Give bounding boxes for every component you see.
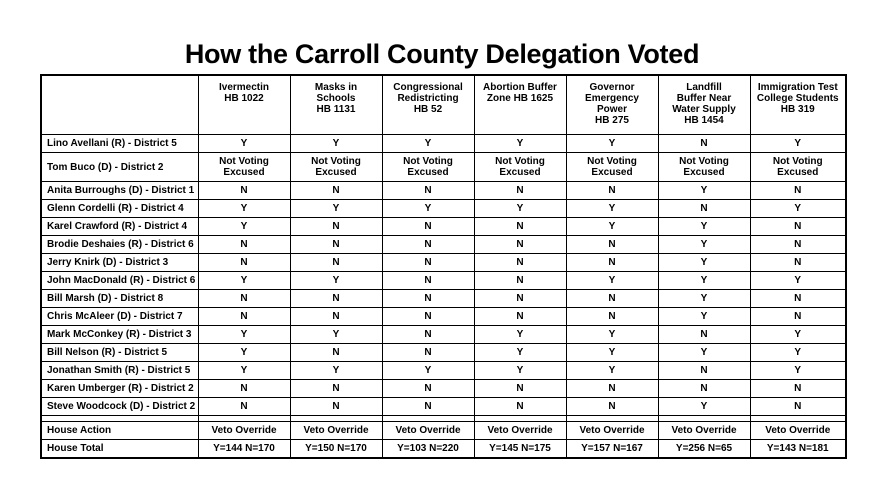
vote-cell	[566, 326, 658, 344]
table-row	[41, 290, 846, 308]
bill-header	[566, 75, 658, 135]
vote-cell	[382, 200, 474, 218]
bill-header-line: HB 52	[413, 104, 443, 115]
bill-header-line: Ivermectin	[218, 82, 270, 93]
vote-text: N	[608, 239, 616, 250]
vote-text: Excused	[407, 167, 449, 178]
table-row	[41, 236, 846, 254]
vote-cell	[198, 153, 290, 182]
vote-cell	[566, 344, 658, 362]
vote-text: N	[424, 275, 432, 286]
bill-header	[658, 75, 750, 135]
vote-cell	[658, 200, 750, 218]
vote-cell	[382, 308, 474, 326]
footer-label: House Action	[41, 422, 198, 440]
vote-cell	[750, 182, 846, 200]
vote-text: Y	[516, 138, 524, 149]
vote-text: Y	[516, 329, 524, 340]
vote-text: N	[424, 239, 432, 250]
table-row	[41, 272, 846, 290]
header-row	[41, 75, 846, 135]
vote-text: N	[424, 221, 432, 232]
vote-text: N	[700, 138, 708, 149]
vote-text: Y	[240, 347, 248, 358]
vote-cell	[198, 182, 290, 200]
vote-text: N	[424, 185, 432, 196]
vote-cell	[566, 218, 658, 236]
vote-text: Y	[240, 365, 248, 376]
vote-text: N	[424, 383, 432, 394]
vote-cell	[198, 362, 290, 380]
footer-rows	[41, 416, 846, 459]
vote-cell	[658, 182, 750, 200]
vote-text: Not Voting	[772, 156, 823, 167]
vote-text: N	[332, 185, 340, 196]
vote-text: N	[332, 239, 340, 250]
vote-cell	[658, 344, 750, 362]
vote-cell	[566, 398, 658, 416]
vote-text: Not Voting	[219, 156, 269, 167]
vote-text: N	[700, 383, 708, 394]
vote-text: N	[240, 311, 248, 322]
vote-cell	[198, 200, 290, 218]
vote-cell	[474, 218, 566, 236]
vote-cell	[290, 272, 382, 290]
vote-cell	[474, 380, 566, 398]
vote-cell	[290, 153, 382, 182]
vote-cell	[382, 135, 474, 153]
vote-cell	[750, 200, 846, 218]
vote-text: N	[424, 401, 432, 412]
bill-header-line: Landfill	[686, 82, 722, 93]
vote-cell	[290, 200, 382, 218]
footer-value: Y=145 N=175	[474, 440, 566, 459]
vote-text: N	[516, 293, 524, 304]
vote-text: Excused	[223, 167, 265, 178]
vote-cell	[566, 153, 658, 182]
vote-text: Not Voting	[495, 156, 545, 167]
vote-text: N	[794, 401, 802, 412]
vote-cell	[382, 344, 474, 362]
vote-text: N	[794, 239, 802, 250]
bill-header-line: HB 275	[595, 115, 629, 126]
vote-cell	[658, 254, 750, 272]
bill-header-line: Governor	[589, 82, 635, 93]
vote-cell	[750, 326, 846, 344]
bill-header-line: HB 319	[780, 104, 815, 115]
vote-cell	[198, 135, 290, 153]
bill-header	[474, 75, 566, 135]
vote-text: N	[608, 383, 616, 394]
vote-cell	[474, 326, 566, 344]
vote-cell	[750, 362, 846, 380]
vote-text: N	[516, 401, 524, 412]
vote-text: Y	[700, 185, 708, 196]
vote-cell	[474, 135, 566, 153]
vote-text: Y	[794, 203, 802, 214]
vote-text: Y	[794, 275, 802, 286]
vote-text: Y	[332, 329, 340, 340]
bill-header-line: HB 1022	[224, 93, 264, 104]
vote-text: N	[608, 185, 616, 196]
vote-cell	[290, 326, 382, 344]
vote-cell	[750, 398, 846, 416]
vote-cell	[658, 398, 750, 416]
vote-cell	[658, 380, 750, 398]
vote-text: Y	[332, 203, 340, 214]
vote-text: N	[424, 293, 432, 304]
vote-cell	[566, 135, 658, 153]
vote-cell	[198, 398, 290, 416]
vote-cell	[750, 380, 846, 398]
member-rows	[41, 135, 846, 416]
vote-text: Y	[794, 329, 802, 340]
member-name: Bill Nelson (R) - District 5	[41, 344, 198, 362]
vote-cell	[198, 272, 290, 290]
vote-cell	[658, 153, 750, 182]
member-name: Anita Burroughs (D) - District 1	[41, 182, 198, 200]
vote-text: Y	[424, 138, 432, 149]
vote-text: N	[516, 275, 524, 286]
vote-cell	[658, 272, 750, 290]
vote-cell	[750, 153, 846, 182]
bill-header-line: Redistricting	[397, 93, 459, 104]
vote-cell	[382, 236, 474, 254]
vote-cell	[658, 218, 750, 236]
vote-cell	[382, 254, 474, 272]
vote-text: N	[424, 311, 432, 322]
vote-cell	[750, 344, 846, 362]
vote-cell	[750, 272, 846, 290]
table-row	[41, 182, 846, 200]
vote-text: N	[516, 383, 524, 394]
table-row	[41, 308, 846, 326]
vote-text: Y	[332, 275, 340, 286]
footer-value: Y=103 N=220	[382, 440, 474, 459]
vote-cell	[382, 398, 474, 416]
corner-cell	[41, 75, 198, 135]
table-row	[41, 200, 846, 218]
vote-cell	[474, 153, 566, 182]
vote-text: N	[516, 239, 524, 250]
vote-text: N	[332, 257, 340, 268]
member-name: Chris McAleer (D) - District 7	[41, 308, 198, 326]
table-row	[41, 135, 846, 153]
vote-cell	[750, 218, 846, 236]
vote-cell	[658, 236, 750, 254]
vote-cell	[198, 344, 290, 362]
vote-text: Y	[608, 203, 616, 214]
vote-text: N	[240, 383, 248, 394]
member-name: Jonathan Smith (R) - District 5	[41, 362, 198, 380]
vote-cell	[566, 308, 658, 326]
vote-cell	[198, 236, 290, 254]
vote-cell	[290, 344, 382, 362]
vote-text: Not Voting	[403, 156, 453, 167]
footer-value: Y=157 N=167	[566, 440, 658, 459]
vote-cell	[474, 236, 566, 254]
vote-cell	[566, 200, 658, 218]
vote-cell	[290, 218, 382, 236]
vote-text: Y	[424, 203, 432, 214]
vote-text: N	[516, 221, 524, 232]
vote-text: N	[516, 257, 524, 268]
vote-text: N	[700, 203, 708, 214]
vote-text: N	[794, 383, 802, 394]
vote-text: N	[794, 311, 802, 322]
footer-row	[41, 440, 846, 459]
bill-header-line: College Students	[756, 93, 839, 104]
vote-cell	[382, 218, 474, 236]
vote-cell	[290, 398, 382, 416]
vote-cell	[566, 362, 658, 380]
vote-text: N	[608, 311, 616, 322]
vote-text: N	[332, 347, 340, 358]
vote-text: Y	[608, 275, 616, 286]
vote-cell	[382, 182, 474, 200]
vote-text: N	[240, 293, 248, 304]
page-title: How the Carroll County Delegation Voted	[184, 39, 700, 69]
vote-text: Excused	[683, 167, 725, 178]
vote-cell	[750, 290, 846, 308]
vote-table	[40, 74, 847, 459]
bill-header	[382, 75, 474, 135]
bill-header-line: Power	[596, 104, 627, 115]
vote-cell	[198, 254, 290, 272]
member-name: Tom Buco (D) - District 2	[41, 153, 198, 182]
vote-text: N	[240, 239, 248, 250]
vote-text: N	[332, 293, 340, 304]
bill-header-line: Immigration Test	[757, 82, 838, 93]
vote-cell	[474, 182, 566, 200]
vote-text: Y	[608, 138, 616, 149]
vote-text: Y	[608, 221, 616, 232]
vote-cell	[198, 326, 290, 344]
vote-cell	[658, 362, 750, 380]
vote-text: Y	[516, 203, 524, 214]
vote-cell	[382, 326, 474, 344]
vote-cell	[658, 326, 750, 344]
vote-cell	[474, 308, 566, 326]
bill-header	[198, 75, 290, 135]
table-row	[41, 344, 846, 362]
vote-cell	[474, 200, 566, 218]
table-row	[41, 153, 846, 182]
vote-cell	[474, 254, 566, 272]
vote-text: N	[700, 365, 708, 376]
vote-cell	[382, 362, 474, 380]
bill-header-line: HB 1131	[316, 104, 356, 115]
member-name: Jerry Knirk (D) - District 3	[41, 254, 198, 272]
vote-text: Y	[240, 275, 248, 286]
vote-text: Y	[332, 138, 340, 149]
vote-cell	[290, 236, 382, 254]
table-row	[41, 218, 846, 236]
vote-cell	[566, 290, 658, 308]
member-name: Glenn Cordelli (R) - District 4	[41, 200, 198, 218]
vote-text: Not Voting	[587, 156, 637, 167]
vote-cell	[566, 254, 658, 272]
vote-cell	[290, 380, 382, 398]
vote-text: Y	[700, 293, 708, 304]
vote-text: N	[332, 383, 340, 394]
footer-value: Veto Override	[198, 422, 290, 440]
footer-value: Veto Override	[658, 422, 750, 440]
bill-header-line: Masks in Schools	[314, 82, 358, 104]
vote-text: N	[794, 293, 802, 304]
vote-text: Y	[794, 347, 802, 358]
vote-cell	[750, 308, 846, 326]
vote-cell	[290, 290, 382, 308]
table-row	[41, 254, 846, 272]
table-row	[41, 326, 846, 344]
vote-cell	[750, 236, 846, 254]
vote-text: Y	[608, 329, 616, 340]
vote-text: N	[424, 257, 432, 268]
vote-text: Excused	[499, 167, 541, 178]
footer-value: Veto Override	[566, 422, 658, 440]
vote-text: Excused	[315, 167, 357, 178]
vote-text: Y	[240, 329, 248, 340]
vote-text: Y	[608, 347, 616, 358]
member-name: Karen Umberger (R) - District 2	[41, 380, 198, 398]
vote-text: N	[424, 347, 432, 358]
footer-value: Y=143 N=181	[750, 440, 846, 459]
vote-cell	[566, 272, 658, 290]
vote-text: N	[332, 221, 340, 232]
bill-header	[290, 75, 382, 135]
vote-cell	[474, 398, 566, 416]
bill-header-line: Zone HB 1625	[486, 93, 554, 104]
footer-value: Veto Override	[474, 422, 566, 440]
vote-cell	[290, 308, 382, 326]
vote-text: Not Voting	[679, 156, 729, 167]
vote-text: N	[332, 401, 340, 412]
footer-value: Veto Override	[750, 422, 846, 440]
vote-text: N	[794, 185, 802, 196]
footer-value: Y=144 N=170	[198, 440, 290, 459]
vote-cell	[382, 272, 474, 290]
member-name: Karel Crawford (R) - District 4	[41, 218, 198, 236]
vote-text: Y	[240, 221, 248, 232]
vote-text: Y	[516, 347, 524, 358]
member-name: Bill Marsh (D) - District 8	[41, 290, 198, 308]
footer-value: Y=150 N=170	[290, 440, 382, 459]
member-name: Steve Woodcock (D) - District 2	[41, 398, 198, 416]
vote-cell	[290, 254, 382, 272]
vote-cell	[290, 362, 382, 380]
vote-text: Y	[240, 203, 248, 214]
vote-cell	[566, 182, 658, 200]
vote-text: Y	[794, 365, 802, 376]
vote-text: N	[240, 185, 248, 196]
vote-text: Y	[700, 275, 708, 286]
member-name: Brodie Deshaies (R) - District 6	[41, 236, 198, 254]
vote-cell	[750, 254, 846, 272]
member-name: Lino Avellani (R) - District 5	[41, 135, 198, 153]
vote-text: Y	[700, 239, 708, 250]
bill-header-line: Buffer Near	[676, 93, 732, 104]
member-name: Mark McConkey (R) - District 3	[41, 326, 198, 344]
vote-cell	[658, 290, 750, 308]
footer-value: Veto Override	[382, 422, 474, 440]
bill-header-line: Water Supply	[672, 104, 736, 115]
bill-header-line: HB 1454	[684, 115, 724, 126]
vote-text: N	[424, 329, 432, 340]
vote-text: N	[516, 311, 524, 322]
vote-cell	[198, 308, 290, 326]
vote-text: Y	[700, 257, 708, 268]
vote-cell	[382, 153, 474, 182]
vote-text: N	[700, 329, 708, 340]
vote-text: Y	[516, 365, 524, 376]
vote-text: N	[240, 401, 248, 412]
vote-cell	[566, 380, 658, 398]
vote-text: Y	[700, 311, 708, 322]
vote-text: Y	[700, 347, 708, 358]
footer-value: Y=256 N=65	[658, 440, 750, 459]
footer-value: Veto Override	[290, 422, 382, 440]
vote-text: N	[516, 185, 524, 196]
vote-cell	[382, 290, 474, 308]
vote-cell	[474, 272, 566, 290]
vote-cell	[750, 135, 846, 153]
vote-text: Excused	[591, 167, 633, 178]
vote-cell	[474, 362, 566, 380]
bill-header-line: Congressional	[393, 82, 463, 93]
vote-text: Excused	[777, 167, 819, 178]
vote-text: N	[332, 311, 340, 322]
footer-label: House Total	[41, 440, 198, 459]
vote-cell	[658, 135, 750, 153]
vote-cell	[474, 344, 566, 362]
bill-header-line: Emergency	[585, 93, 639, 104]
vote-text: N	[608, 257, 616, 268]
vote-text: Y	[332, 365, 340, 376]
vote-cell	[290, 182, 382, 200]
vote-text: N	[794, 257, 802, 268]
vote-cell	[382, 380, 474, 398]
table-row	[41, 362, 846, 380]
footer-row	[41, 422, 846, 440]
vote-text: Y	[608, 365, 616, 376]
vote-text: N	[608, 293, 616, 304]
vote-cell	[658, 308, 750, 326]
vote-cell	[474, 290, 566, 308]
vote-text: Y	[794, 138, 802, 149]
vote-text: N	[794, 221, 802, 232]
vote-cell	[198, 380, 290, 398]
table-row	[41, 398, 846, 416]
vote-cell	[198, 290, 290, 308]
vote-text: Y	[240, 138, 248, 149]
member-name: John MacDonald (R) - District 6	[41, 272, 198, 290]
vote-cell	[198, 218, 290, 236]
vote-text: N	[240, 257, 248, 268]
bill-header-line: Abortion Buffer	[483, 82, 557, 93]
bill-header	[750, 75, 846, 135]
vote-text: Y	[424, 365, 432, 376]
vote-text: Y	[700, 221, 708, 232]
vote-text: Not Voting	[311, 156, 361, 167]
vote-text: Y	[700, 401, 708, 412]
vote-cell	[290, 135, 382, 153]
vote-cell	[566, 236, 658, 254]
vote-text: N	[608, 401, 616, 412]
table-row	[41, 380, 846, 398]
